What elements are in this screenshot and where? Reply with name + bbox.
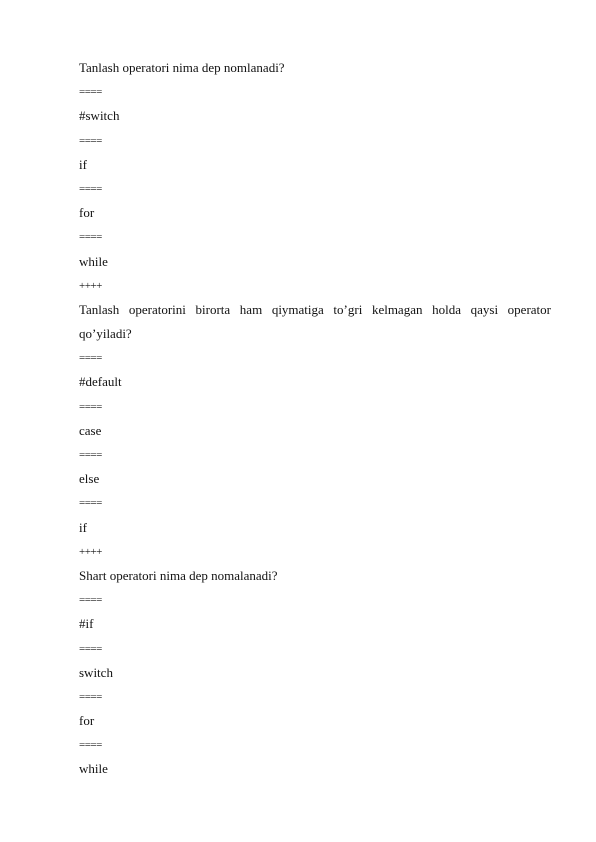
question-text: Tanlash operatorini birorta ham qiymatiga to’gri kelmagan holda qaysi operator [79, 301, 551, 317]
answer-option: switch [79, 664, 113, 680]
separator: ==== [79, 690, 102, 703]
question-text: Tanlash operatori nima dep nomlanadi? [79, 60, 285, 75]
answer-option: while [79, 253, 108, 269]
question-text-continued: qo’yiladi? [79, 326, 132, 342]
question-text: Shart operatori nima dep nomalanadi? [79, 567, 278, 583]
separator: ==== [79, 594, 102, 607]
separator: ==== [79, 231, 102, 244]
answer-option: for [79, 713, 95, 729]
question-separator: ++++ [79, 545, 102, 558]
separator: ==== [79, 497, 102, 510]
separator: ==== [79, 134, 102, 147]
answer-option: else [79, 471, 100, 487]
answer-option: while [79, 761, 108, 777]
answer-option: if [79, 519, 87, 535]
separator: ==== [79, 352, 102, 365]
separator: ==== [79, 86, 102, 99]
separator: ==== [79, 642, 102, 655]
question-separator: ++++ [79, 279, 102, 292]
answer-option: #default [79, 374, 122, 390]
separator: ==== [79, 449, 102, 461]
separator: ==== [79, 400, 102, 413]
answer-option: case [79, 422, 102, 438]
answer-option: for [79, 205, 95, 221]
separator: ==== [79, 182, 102, 195]
answer-option: if [79, 156, 87, 172]
answer-option: #switch [79, 108, 120, 124]
answer-option: #if [79, 616, 94, 632]
document-page [79, 56, 551, 782]
separator: ==== [79, 739, 102, 752]
